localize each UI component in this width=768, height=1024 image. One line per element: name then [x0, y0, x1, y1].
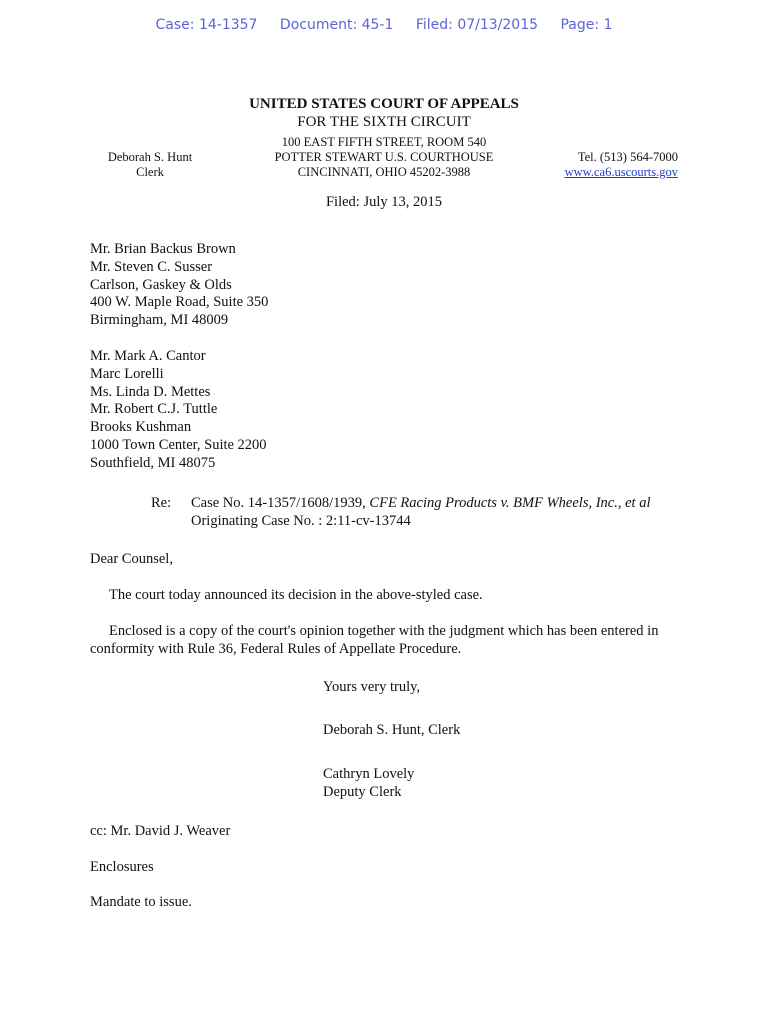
- recipient-line: Southfield, MI 48075: [90, 454, 216, 471]
- recipient-line: Ms. Linda D. Mettes: [90, 383, 211, 400]
- body-paragraph-1: The court today announced its decision in the above-styled case.: [109, 587, 483, 603]
- recipient-line: Mr. Robert C.J. Tuttle: [90, 401, 218, 418]
- enclosures-line: Enclosures: [90, 859, 154, 875]
- re-originating-case: Originating Case No. : 2:11-cv-13744: [191, 512, 411, 529]
- deputy-name: Cathryn Lovely: [323, 766, 415, 782]
- deputy-title: Deputy Clerk: [323, 783, 402, 800]
- recipient-line: Brooks Kushman: [90, 419, 192, 436]
- court-address-line-3: CINCINNATI, OHIO 45202-3988: [297, 165, 471, 179]
- recipient-line: Carlson, Gaskey & Olds: [90, 276, 232, 293]
- banner-filed-date: Filed: 07/13/2015: [415, 17, 539, 33]
- filed-date: Filed: July 13, 2015: [325, 194, 442, 210]
- court-website-link[interactable]: www.ca6.uscourts.gov: [564, 165, 678, 179]
- salutation: Dear Counsel,: [90, 551, 173, 567]
- banner-page-number: Page: 1: [560, 17, 613, 33]
- closing: Yours very truly,: [323, 679, 421, 695]
- recipient-address-block-1: [90, 241, 268, 330]
- recipient-line: Mr. Mark A. Cantor: [90, 348, 206, 364]
- deputy-signature-block: [323, 766, 414, 802]
- court-circuit: FOR THE SIXTH CIRCUIT: [297, 114, 471, 130]
- re-case-number: Case No. 14-1357/1608/1939,: [191, 495, 370, 511]
- recipient-line: 400 W. Maple Road, Suite 350: [90, 294, 269, 311]
- court-address-line-1: 100 EAST FIFTH STREET, ROOM 540: [281, 135, 487, 149]
- recipient-line: Mr. Brian Backus Brown: [90, 241, 236, 257]
- recipient-address-block-2: [90, 348, 267, 473]
- re-label: Re:: [151, 495, 172, 511]
- mandate-line: Mandate to issue.: [90, 894, 192, 910]
- document-header-banner: [0, 17, 768, 33]
- recipient-line: 1000 Town Center, Suite 2200: [90, 436, 267, 453]
- signer-name: Deborah S. Hunt, Clerk: [323, 722, 461, 738]
- banner-document-number: Document: 45-1: [279, 17, 394, 33]
- court-address-line-2: POTTER STEWART U.S. COURTHOUSE: [274, 150, 494, 164]
- court-title: UNITED STATES COURT OF APPEALS: [249, 96, 519, 112]
- recipient-line: Birmingham, MI 48009: [90, 312, 229, 329]
- recipient-line: Mr. Steven C. Susser: [90, 258, 213, 275]
- banner-case-number: Case: 14-1357: [155, 17, 258, 33]
- re-case-caption: CFE Racing Products v. BMF Wheels, Inc., et al: [369, 495, 651, 511]
- clerk-name: Deborah S. Hunt: [107, 150, 193, 164]
- court-telephone: Tel. (513) 564-7000: [577, 150, 678, 164]
- clerk-title: Clerk: [136, 165, 164, 179]
- re-case-reference: [191, 495, 650, 531]
- cc-line: cc: Mr. David J. Weaver: [90, 823, 231, 839]
- recipient-line: Marc Lorelli: [90, 365, 164, 382]
- body-paragraph-2: Enclosed is a copy of the court's opinion together with the judgment which has been entered in conformity with Rule 36, Federal Rules of Appellate Procedure.: [90, 623, 659, 657]
